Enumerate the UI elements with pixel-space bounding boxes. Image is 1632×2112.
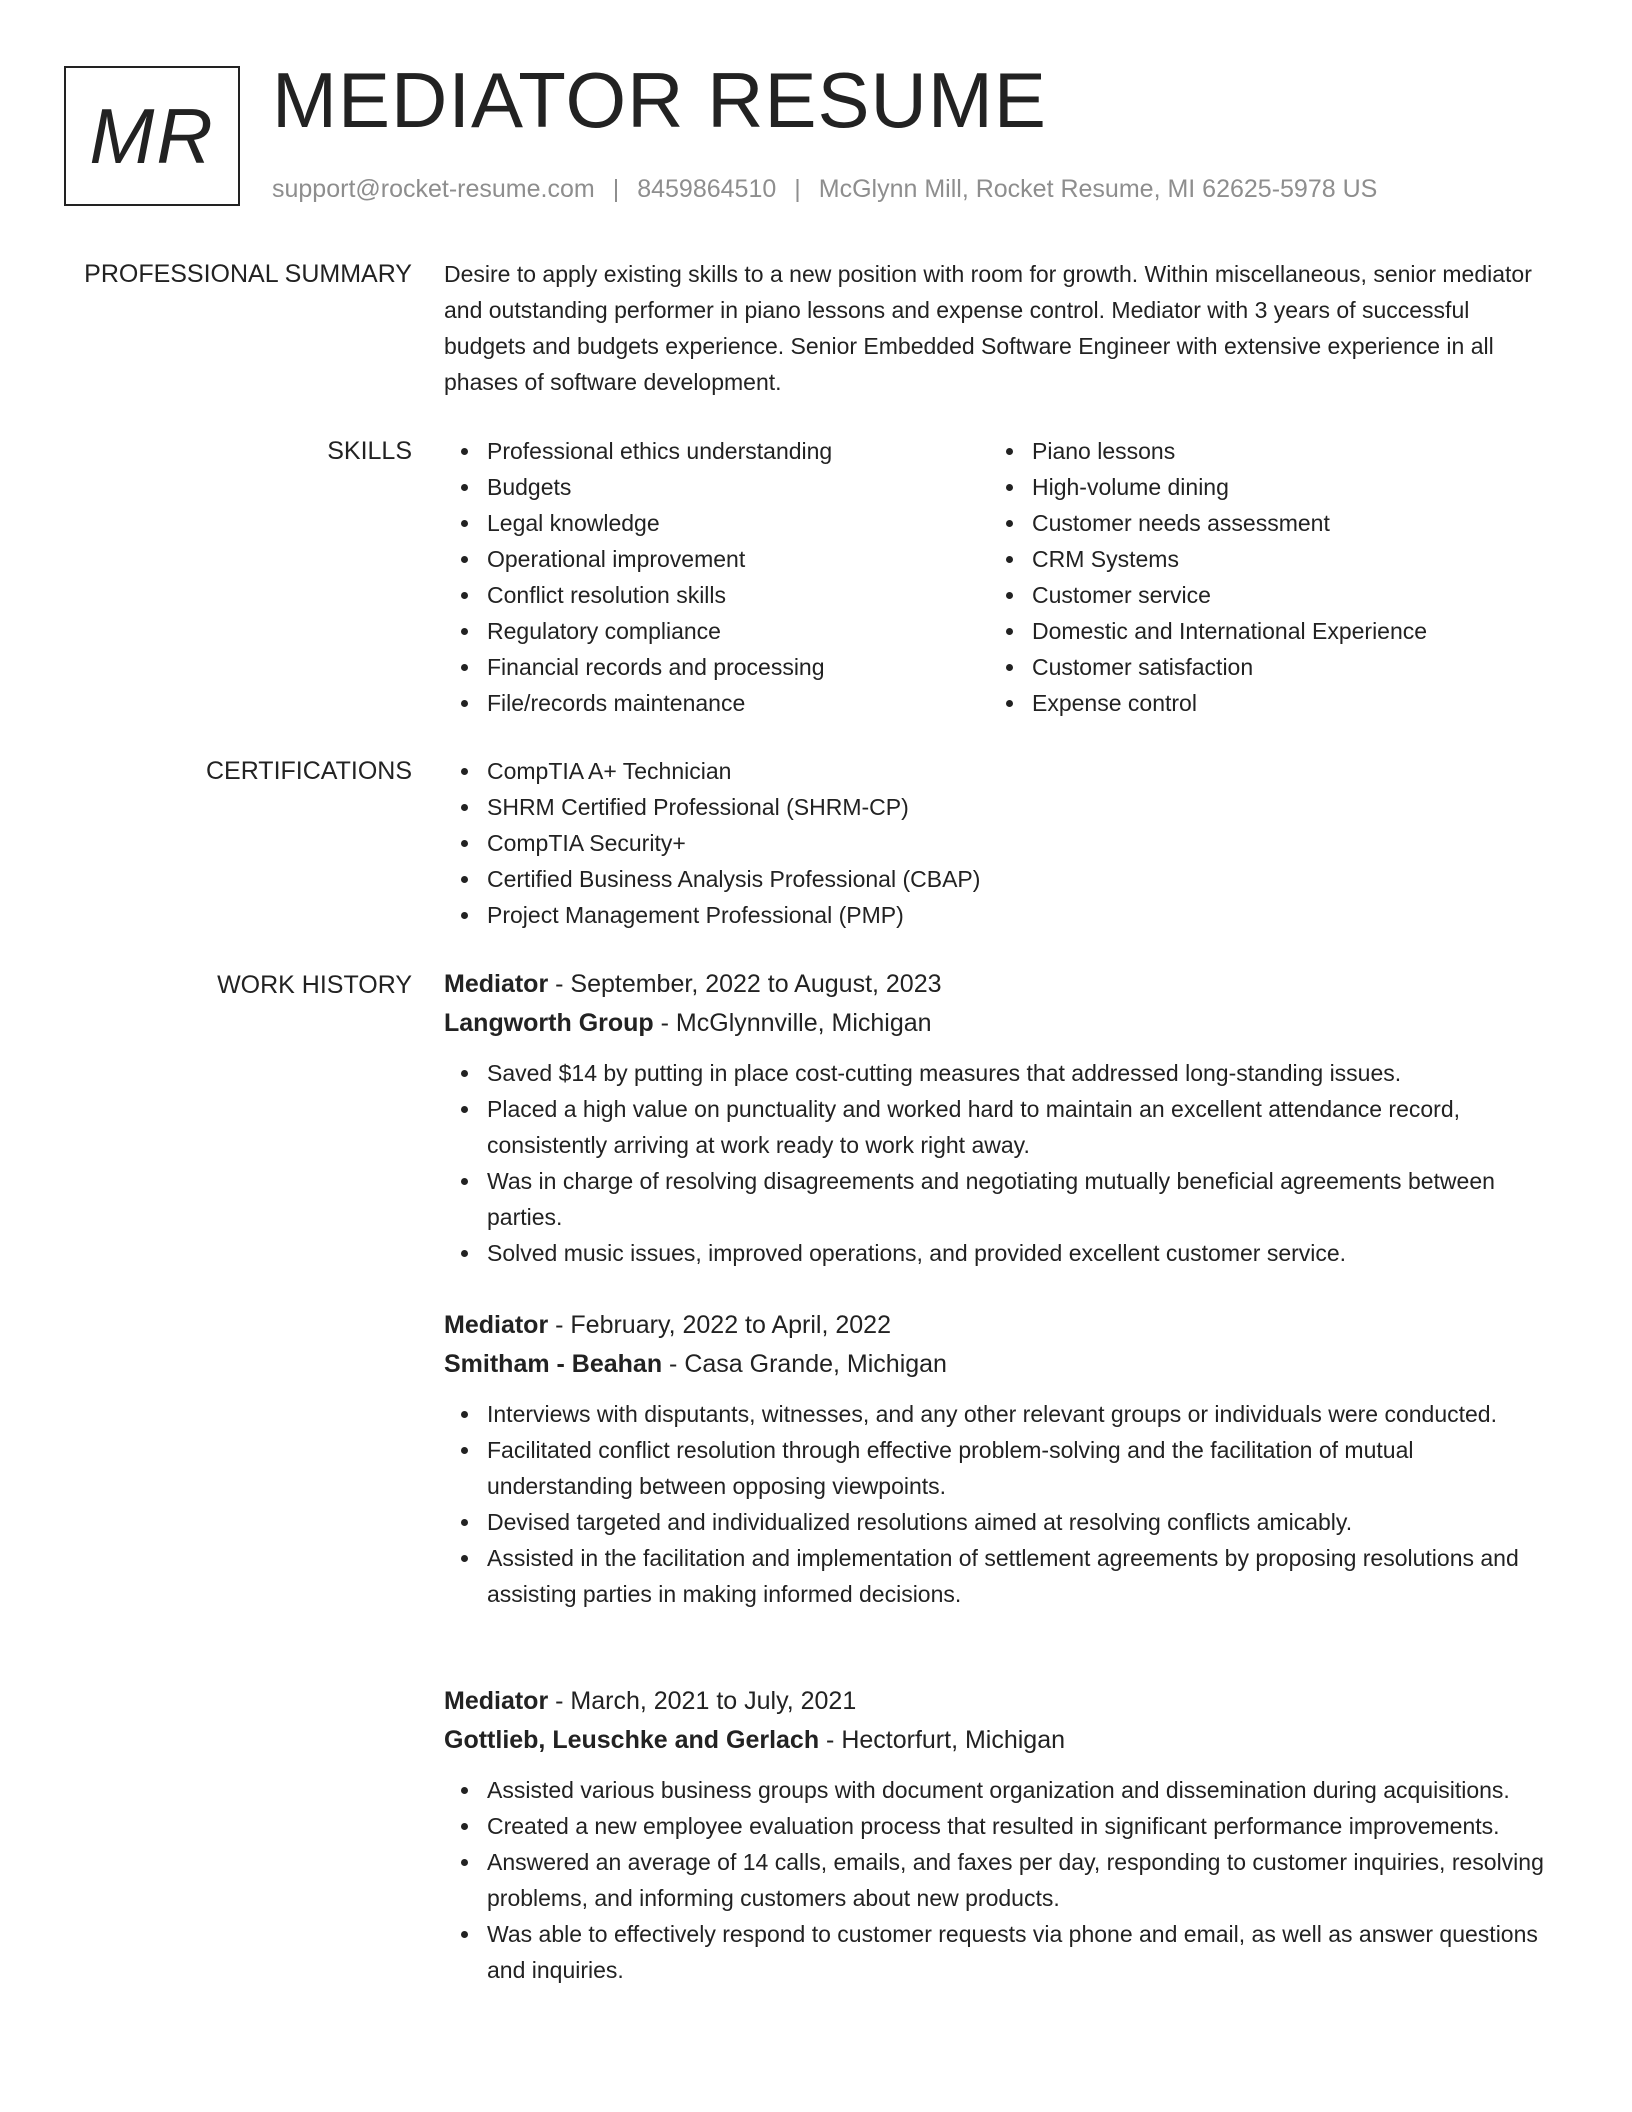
list-item: Interviews with disputants, witnesses, and any other relevant groups or individuals were conducted. — [487, 1396, 1554, 1432]
list-item: Was able to effectively respond to customer requests via phone and email, as well as answer questions and inquiries. — [487, 1916, 1554, 1988]
list-item: Conflict resolution skills — [487, 577, 989, 613]
skills-list-left — [444, 433, 989, 721]
job-title-line — [444, 1306, 1554, 1345]
job-entry — [444, 1306, 1554, 1612]
list-item: Created a new employee evaluation process that resulted in significant performance improvements. — [487, 1808, 1554, 1844]
job-location: - Hectorfurt, Michigan — [819, 1726, 1066, 1754]
list-item: Piano lessons — [1032, 433, 1534, 469]
contact-address: McGlynn Mill, Rocket Resume, MI 62625-5978 US — [818, 175, 1378, 203]
list-item: CompTIA A+ Technician — [487, 753, 1554, 789]
job-dates: - September, 2022 to August, 2023 — [548, 970, 942, 998]
list-item: Certified Business Analysis Professional (CBAP) — [487, 861, 1554, 897]
job-company: Smitham - Beahan — [444, 1350, 663, 1378]
job-title: Mediator — [444, 1311, 549, 1339]
list-item: Customer needs assessment — [1032, 505, 1534, 541]
list-item: Legal knowledge — [487, 505, 989, 541]
list-item: Financial records and processing — [487, 649, 989, 685]
list-item: Was in charge of resolving disagreements and negotiating mutually beneficial agreements between parties. — [487, 1163, 1554, 1235]
job-company: Langworth Group — [444, 1009, 654, 1037]
monogram-box — [64, 66, 240, 206]
list-item: Customer service — [1032, 577, 1534, 613]
job-title: Mediator — [444, 1687, 549, 1715]
job-entry — [444, 965, 1554, 1271]
list-item: Placed a high value on punctuality and worked hard to maintain an excellent attendance record, consistently arriving at work ready to work right away. — [487, 1091, 1554, 1163]
work-history-heading: WORK HISTORY — [217, 971, 412, 999]
job-location: - McGlynnville, Michigan — [653, 1009, 932, 1037]
list-item: Operational improvement — [487, 541, 989, 577]
certifications-body — [444, 753, 1554, 933]
job-company-line — [444, 1004, 1554, 1043]
job-bullet-list — [444, 1772, 1554, 1988]
skills-heading: SKILLS — [327, 437, 412, 465]
list-item: High-volume dining — [1032, 469, 1534, 505]
list-item: Saved $14 by putting in place cost-cutting measures that addressed long-standing issues. — [487, 1055, 1554, 1091]
job-company-line — [444, 1345, 1554, 1384]
contact-separator: | — [794, 175, 801, 203]
list-item: Assisted various business groups with document organization and dissemination during acquisitions. — [487, 1772, 1554, 1808]
list-item: Project Management Professional (PMP) — [487, 897, 1554, 933]
contact-email[interactable]: support@rocket-resume.com — [272, 175, 595, 203]
list-item: CRM Systems — [1032, 541, 1534, 577]
list-item: Customer satisfaction — [1032, 649, 1534, 685]
list-item: Solved music issues, improved operations, and provided excellent customer service. — [487, 1235, 1554, 1271]
job-entry — [444, 1682, 1554, 1988]
list-item: CompTIA Security+ — [487, 825, 1554, 861]
summary-body — [444, 256, 1554, 400]
job-title-line — [444, 965, 1554, 1004]
list-item: Expense control — [1032, 685, 1534, 721]
job-title-line — [444, 1682, 1554, 1721]
contact-line — [272, 172, 1377, 206]
list-item: Assisted in the facilitation and implementation of settlement agreements by proposing resolutions and assisting parties in making informed decisions. — [487, 1540, 1554, 1612]
job-dates: - February, 2022 to April, 2022 — [548, 1311, 891, 1339]
list-item: SHRM Certified Professional (SHRM-CP) — [487, 789, 1554, 825]
job-location: - Casa Grande, Michigan — [662, 1350, 947, 1378]
certifications-list — [444, 753, 1554, 933]
job-dates: - March, 2021 to July, 2021 — [548, 1687, 857, 1715]
list-item: File/records maintenance — [487, 685, 989, 721]
summary-heading: PROFESSIONAL SUMMARY — [84, 260, 412, 288]
list-item: Domestic and International Experience — [1032, 613, 1534, 649]
job-company: Gottlieb, Leuschke and Gerlach — [444, 1726, 820, 1754]
skills-grid — [444, 433, 1554, 721]
list-item: Professional ethics understanding — [487, 433, 989, 469]
job-title: Mediator — [444, 970, 549, 998]
list-item: Facilitated conflict resolution through effective problem-solving and the facilitation of mutual understanding between opposing viewpoints. — [487, 1432, 1554, 1504]
resume-name: MEDIATOR RESUME — [272, 56, 1047, 144]
skills-body — [444, 433, 1554, 721]
skills-column-left — [444, 433, 989, 721]
monogram-initials: MR — [89, 91, 215, 180]
skills-list-right — [989, 433, 1534, 721]
summary-text: Desire to apply existing skills to a new position with room for growth. Within miscellaneous, senior mediator and outstanding performer in piano lessons and expense control. Mediator with 3 years of successful budgets and budgets experience. Senior Embedded Software Engineer with extensive experience in all phases of software development. — [444, 261, 1532, 395]
job-bullet-list — [444, 1396, 1554, 1612]
contact-phone[interactable]: 8459864510 — [637, 175, 777, 203]
certifications-heading: CERTIFICATIONS — [205, 757, 412, 785]
contact-separator: | — [612, 175, 620, 203]
list-item: Devised targeted and individualized resolutions aimed at resolving conflicts amicably. — [487, 1504, 1554, 1540]
list-item: Regulatory compliance — [487, 613, 989, 649]
job-bullet-list — [444, 1055, 1554, 1271]
job-company-line — [444, 1721, 1554, 1760]
list-item: Budgets — [487, 469, 989, 505]
list-item: Answered an average of 14 calls, emails, and faxes per day, responding to customer inquiries, resolving problems, and informing customers about new products. — [487, 1844, 1554, 1916]
skills-column-right — [989, 433, 1534, 721]
